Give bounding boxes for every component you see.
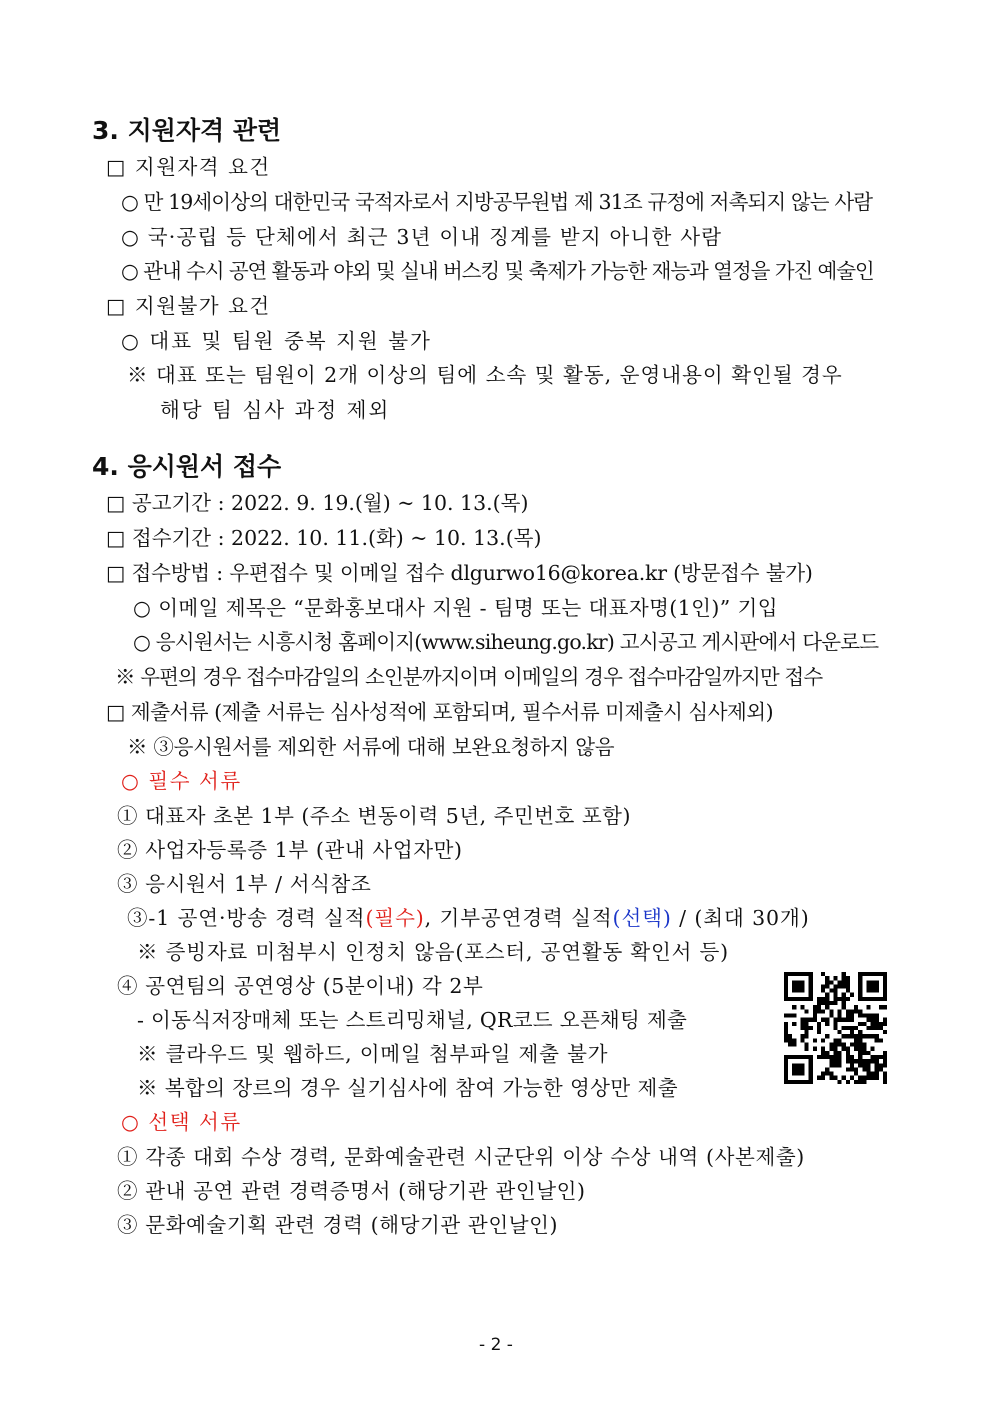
- ineligibility-title: □ 지원불가 요건: [106, 294, 271, 318]
- max-count-label: / (최대 30개): [671, 906, 810, 930]
- optional-document: ② 관내 공연 관련 경력증명서 (해당기관 관인날인): [117, 1179, 586, 1203]
- qr-code-icon[interactable]: [784, 972, 887, 1084]
- optional-document: ③ 문화예술기획 관련 경력 (해당기관 관인날인): [117, 1213, 559, 1237]
- video-submission-note: ※ 복합의 장르의 경우 실기심사에 참여 가능한 영상만 제출: [137, 1076, 678, 1100]
- eligibility-title: □ 지원자격 요건: [106, 155, 271, 179]
- donation-record-label: , 기부공연경력 실적: [424, 906, 613, 930]
- video-submission-method: - 이동식저장매체 또는 스트리밍채널, QR코드 오픈채팅 제출: [137, 1008, 688, 1032]
- eligibility-item: ○ 관내 수시 공연 활동과 야외 및 실내 버스킹 및 축제가 가능한 재능과 열정을 가진 예술인: [121, 259, 874, 283]
- required-document: ④ 공연팀의 공연영상 (5분이내) 각 2부: [117, 974, 484, 998]
- performance-record-label: ③-1 공연·방송 경력 실적: [127, 906, 366, 930]
- method-item: ○ 응시원서는 시흥시청 홈페이지(www.siheung.go.kr) 고시공고 게시판에서 다운로드: [133, 630, 879, 654]
- optional-document: ① 각종 대회 수상 경력, 문화예술관련 시군단위 이상 수상 내역 (사본제출): [117, 1145, 805, 1169]
- required-tag: (필수): [365, 906, 425, 930]
- documents-title: □ 제출서류 (제출 서류는 심사성적에 포함되며, 필수서류 미제출시 심사제외): [106, 700, 774, 724]
- eligibility-item: ○ 만 19세이상의 대한민국 국적자로서 지방공무원법 제 31조 규정에 저촉되지 않는 사람: [121, 190, 873, 214]
- required-document-note: ※ 증빙자료 미첨부시 인정치 않음(포스터, 공연활동 확인서 등): [137, 940, 729, 964]
- receipt-period: □ 접수기간 : 2022. 10. 11.(화) ~ 10. 13.(목): [106, 526, 542, 550]
- required-documents-title: ○ 필수 서류: [121, 769, 242, 793]
- required-document-sub: [127, 903, 810, 933]
- eligibility-item: ○ 국·공립 등 단체에서 최근 3년 이내 징계를 받지 아니한 사람: [121, 225, 723, 249]
- notice-period: □ 공고기간 : 2022. 9. 19.(월) ~ 10. 13.(목): [106, 491, 529, 515]
- documents-note: ※ ③응시원서를 제외한 서류에 대해 보완요청하지 않음: [127, 735, 615, 759]
- ineligibility-note-continued: 해당 팀 심사 과정 제외: [160, 398, 391, 422]
- method-item: ○ 이메일 제목은 “문화홍보대사 지원 - 팀명 또는 대표자명(1인)” 기입: [133, 596, 778, 620]
- section-4-heading: 4. 응시원서 접수: [92, 452, 282, 481]
- optional-tag: (선택): [612, 906, 672, 930]
- required-document: ① 대표자 초본 1부 (주소 변동이력 5년, 주민번호 포함): [117, 804, 631, 828]
- optional-documents-title: ○ 선택 서류: [121, 1110, 242, 1134]
- mail-note: ※ 우편의 경우 접수마감일의 소인분까지이며 이메일의 경우 접수마감일까지만 접수: [115, 665, 823, 689]
- section-3-heading: 3. 지원자격 관련: [92, 116, 282, 145]
- page-number: - 2 -: [479, 1335, 513, 1355]
- video-submission-note: ※ 클라우드 및 웹하드, 이메일 첨부파일 제출 불가: [137, 1042, 609, 1066]
- receipt-method: □ 접수방법 : 우편접수 및 이메일 접수 dlgurwo16@korea.kr (방문접수 불가): [106, 561, 813, 585]
- ineligibility-note: ※ 대표 또는 팀원이 2개 이상의 팀에 소속 및 활동, 운영내용이 확인될 경우: [127, 363, 843, 387]
- ineligibility-item: ○ 대표 및 팀원 중복 지원 불가: [121, 329, 432, 353]
- required-document: ③ 응시원서 1부 / 서식참조: [117, 872, 372, 896]
- required-document: ② 사업자등록증 1부 (관내 사업자만): [117, 838, 463, 862]
